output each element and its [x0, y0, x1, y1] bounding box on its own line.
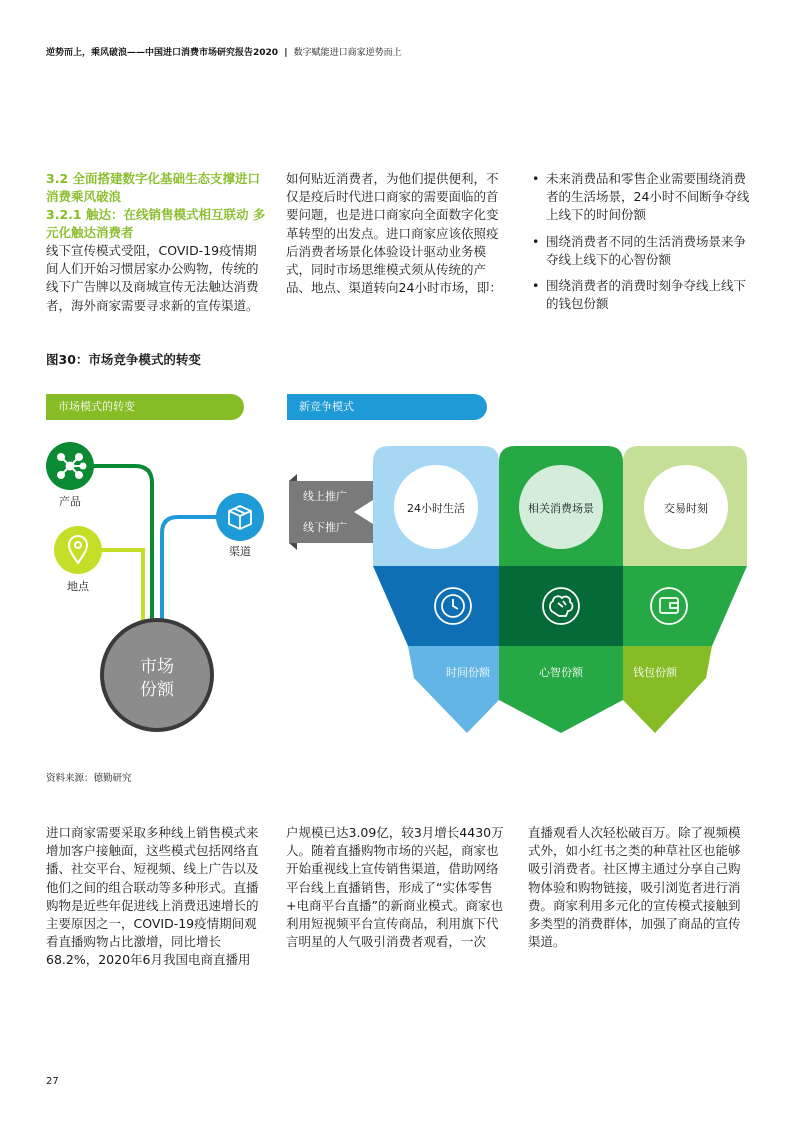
- figure-title: 图30：市场竞争模式的转变: [46, 352, 201, 367]
- bullet-text: 围绕消费者不同的生活消费场景来争夺线上线下的心智份额: [546, 233, 747, 267]
- channel-label: 渠道: [229, 545, 251, 558]
- mind-share-column: [499, 446, 623, 733]
- time-share-top-label: 24小时生活: [407, 502, 465, 515]
- market-share-node: [102, 620, 212, 730]
- wallet-share-column: [623, 446, 747, 733]
- subsection-heading: 3.2.1 触达：在线销售模式相互联动 多元化触达消费者: [46, 207, 266, 240]
- report-title: 逆势而上，乘风破浪——中国进口消费市场研究报告2020: [46, 48, 279, 58]
- market-share-line2: 份额: [140, 680, 174, 700]
- bullet-text: 未来消费品和零售企业需要围绕消费者的生活场景，24小时不间断争夺线上线下的时间份额: [546, 171, 750, 223]
- offline-promo-label: 线下推广: [303, 521, 347, 534]
- place-node: [54, 526, 102, 593]
- header-section: 数字赋能进口商家逆势而上: [293, 48, 402, 58]
- figure-source: 资料来源：德勤研究: [46, 773, 132, 784]
- bottom-text-column-1: 进口商家需要采取多种线上销售模式来增加客户接触面，这些模式包括网络直播、社交平台、短视频、线上广告以及他们之间的组合联动等多种形式。直播购物是近些年促进线上消费迅速增长的主要原因之一，COVID-19疫情期间观看直播购物占比激增，同比增长68.2%，2020年6月我国电商直播用: [46, 825, 259, 968]
- product-label: 产品: [59, 495, 81, 508]
- mind-share-label: 心智份额: [539, 666, 583, 679]
- wallet-share-top-label: 交易时刻: [664, 502, 708, 515]
- text-column-2: 如何贴近消费者，为他们提供便利，不仅是疫后时代进口商家的需要面临的首要问题，也是进口商家向全面数字化变革转型的出发点。进口商家应该依照疫后消费者场景化体验设计驱动业务模式，同时市场思维模式须从传统的产品、地点、渠道转向24小时市场，即：: [286, 171, 502, 296]
- time-share-label: 时间份额: [446, 666, 490, 679]
- bullet-text: 围绕消费者的消费时刻争夺线上线下的钱包份额: [546, 278, 747, 312]
- section-heading: 3.2 全面搭建数字化基础生态支撑进口消费乘风破浪: [46, 171, 260, 204]
- header-separator: |: [284, 48, 288, 58]
- bullet-glyph: •: [532, 233, 540, 249]
- paragraph: 线下宣传模式受阻，COVID-19疫情期间人们开始习惯居家办公购物，传统的线下广告牌以及商城宣传无法触达消费者，海外商家需要寻求新的宣传渠道。: [46, 243, 259, 313]
- online-promo-label: 线上推广: [303, 490, 347, 503]
- place-circle: [54, 526, 102, 574]
- bullet-glyph: •: [532, 278, 540, 294]
- page-number: 27: [46, 1076, 59, 1087]
- product-node: [46, 442, 94, 508]
- market-share-line1: 市场: [140, 657, 174, 677]
- left-pill: 市场模式的转变: [46, 394, 244, 420]
- time-share-column: [373, 446, 499, 733]
- right-pill: 新竞争模式: [287, 394, 487, 420]
- wallet-share-label: 钱包份额: [633, 666, 677, 679]
- promotion-arrows: [289, 474, 373, 550]
- place-label: 地点: [67, 580, 89, 593]
- bottom-text-column-3: 直播观看人次轻松破百万。除了视频模式外，如小红书之类的种草社区也能够吸引消费者。社区博主通过分享自己购物体验和购物链接，吸引浏览者进行消费。商家利用多元化的宣传模式接触到多类型的消费群体，加强了商品的宣传渠道。: [528, 825, 741, 950]
- bullet-glyph: •: [532, 171, 540, 186]
- mind-share-top-label: 相关消费场景: [528, 502, 594, 515]
- bottom-text-column-2: 户规模已达3.09亿，较3月增长4430万人。随着直播购物市场的兴起，商家也开始重视线上宣传销售渠道，借助网络平台线上直播销售，形成了“实体零售+电商平台直播”的新商业模式。商家也利用短视频平台宣传商品，利用旗下代言明星的人气吸引消费者观看，一次: [286, 825, 504, 950]
- channel-node: [216, 493, 264, 558]
